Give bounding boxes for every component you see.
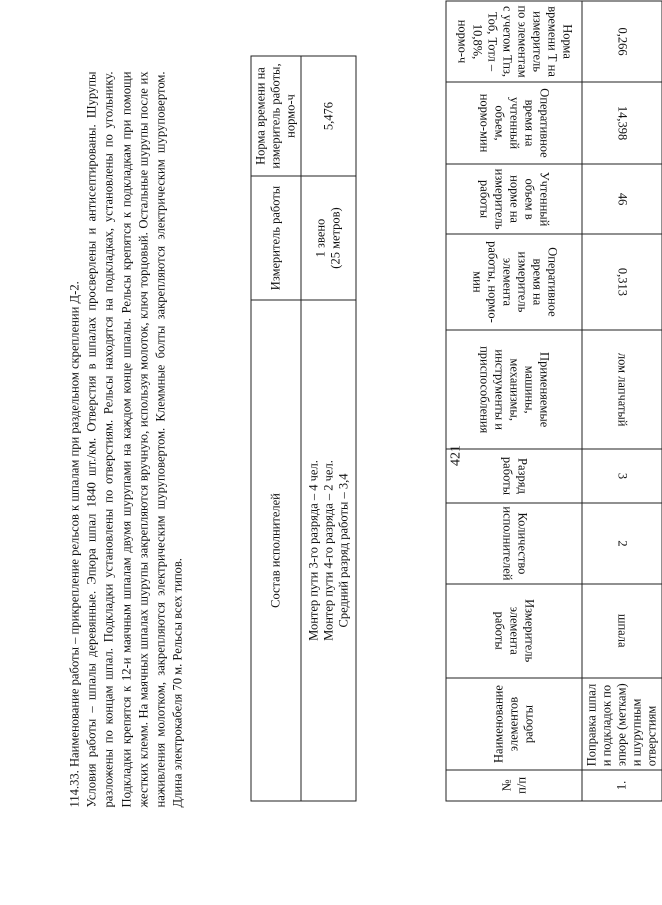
crew-line-2: Монтер пути 4-го разряда – 2 чел. <box>320 459 335 641</box>
norm-cell: 5,476 <box>301 56 356 176</box>
header-num <box>446 769 582 800</box>
header-tools-text: Применяемые машины, механизмы, инструменты и приспособления <box>477 345 551 433</box>
crew-line-1: Монтер пути 3-го разряда – 4 чел. <box>305 459 320 641</box>
page-number: 421 <box>448 444 463 466</box>
row-workers-text: 2 <box>615 539 629 546</box>
header-tools <box>446 329 582 448</box>
row-workers <box>582 502 662 583</box>
row-volume-text: 46 <box>615 192 629 205</box>
table-header-row <box>446 1 582 801</box>
header-norm-t <box>446 1 582 82</box>
header-grade <box>446 448 582 502</box>
row-norm-t-text: 0,266 <box>615 26 629 56</box>
row-tools-text: лом лапчатый <box>615 351 629 426</box>
header-op-volume-text: Оперативное время на учтенный объем, нормо-мин <box>477 87 551 158</box>
header-op-volume <box>446 81 582 163</box>
table-header-row <box>251 56 301 801</box>
crew-norm-table <box>250 55 356 801</box>
header-grade-text: Разряд работы <box>499 456 529 495</box>
row-norm-t <box>582 1 662 82</box>
row-volume <box>582 163 662 233</box>
row-op-volume-text: 14,398 <box>615 105 629 140</box>
row-grade-text: 3 <box>615 471 629 479</box>
header-norm-t-text: Норма времени Т на измеритель по элементам с учетом Тпз, Тоб, Тотл – 10,8%, нормо-ч <box>454 4 574 78</box>
header-num-text: № п/п <box>498 776 528 794</box>
unit-line-1: 1 звено <box>313 218 327 257</box>
header-op-time <box>446 233 582 329</box>
header-op-time-text: Оперативное время на измеритель элемента работы, нормо-мин <box>469 240 559 323</box>
work-conditions: Условия работы – шпалы деревянные. Эпюра шпал 1840 шт./км. Отверстия в шпалах просверлены и антисептированы. Шурупы разложены по концам шпал. Подкладки установлены по отверстиям. Рельсы находятся на подкладках, установлены по угольнику. Подкладки крепятся к 12-и маячным шпалам двумя шурупами на каждом конце шпалы. Рельсы крепятся к подкладкам при помощи жестких клемм. На маячных шпалах шурупы закрепляются вручную, используя молоток, ключ торцовый. Остальные шурупы после их наживления молотком, закрепляются электрическим шуруповертом. Клеммные болты закрепляются электрическим шуруповертом. Длина электрокабеля 70 м. Рельсы всех типов. <box>84 71 185 807</box>
section-heading: 114.33. Наименование работы – прикрепление рельсов к шпалам при раздельном скреплении Д-2. <box>67 280 81 807</box>
header-elem-unit <box>446 583 582 678</box>
row-op-volume <box>582 81 662 163</box>
table-row <box>582 1 662 801</box>
crew-line-3: Средний разряд работы – 3,4 <box>335 473 350 627</box>
section-text <box>66 71 186 807</box>
row-grade <box>582 448 662 502</box>
table-row <box>301 56 356 801</box>
row-unit-text: шпала <box>615 613 629 648</box>
work-elements-table <box>445 0 662 801</box>
unit-cell <box>301 176 356 300</box>
row-unit <box>582 583 662 678</box>
header-name-text: Наименование элементов работы <box>491 684 535 763</box>
header-name <box>446 678 582 769</box>
row-tools <box>582 329 662 448</box>
header-norm: Норма времени на измеритель работы, нормо-ч <box>251 56 301 176</box>
header-volume-text: Учтенный объем в норме на измеритель работы <box>477 167 551 229</box>
header-crew: Состав исполнителей <box>251 300 301 801</box>
row-name: Поправка шпал и подкладок по эпюре (меткам) и шурупным отверстиям <box>582 678 662 769</box>
crew-cell <box>301 300 356 801</box>
unit-line-2: (25 метров) <box>328 206 342 269</box>
row-num: 1. <box>582 769 662 800</box>
row-op-time-text: 0,313 <box>615 267 629 296</box>
row-op-time <box>582 233 662 329</box>
header-elem-unit-text: Измеритель элемента работы <box>492 598 536 663</box>
header-workers-text: Количество исполнителей <box>499 505 529 580</box>
header-volume <box>446 163 582 233</box>
header-unit: Измеритель работы <box>251 176 301 300</box>
header-workers <box>446 502 582 583</box>
